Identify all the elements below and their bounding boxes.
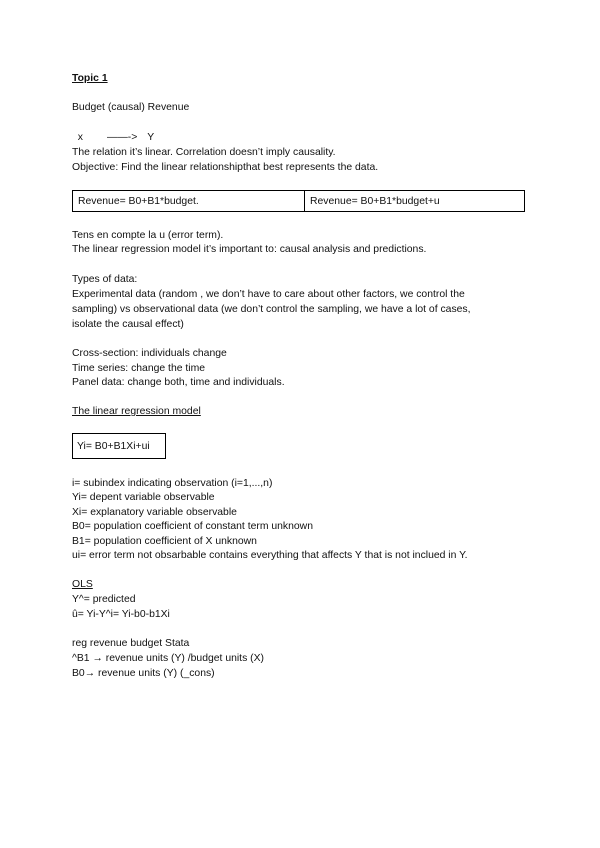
- relation-line: The relation it’s linear. Correlation doesn’t imply causality.: [72, 147, 336, 158]
- definition-b1: B1= population coefficient of X unknown: [72, 536, 257, 547]
- cross-section-line: Cross-section: individuals change: [72, 348, 227, 359]
- equation-cell-with-u: Revenue= B0+B1*budget+u: [310, 195, 440, 207]
- error-term-line: Tens en compte la u (error term).: [72, 230, 224, 241]
- definition-i: i= subindex indicating observation (i=1,...,n): [72, 478, 273, 489]
- definition-yi: Yi= depent variable observable: [72, 492, 215, 503]
- equation-cell-without-u: Revenue= B0+B1*budget.: [73, 191, 305, 211]
- equation-table: [72, 190, 525, 212]
- topic-heading: Topic 1: [72, 73, 108, 84]
- objective-line: Objective: Find the linear relationshipthat best represents the data.: [72, 162, 379, 173]
- definition-ui: ui= error term not obsarbable contains everything that affects Y that is not inclued in Y.: [72, 550, 468, 561]
- causal-arrow-row: [72, 118, 154, 144]
- time-series-line: Time series: change the time: [72, 363, 206, 374]
- budget-revenue-line: Budget (causal) Revenue: [72, 102, 190, 113]
- ols-residual: û= Yi-Y^i= Yi-b0-b1Xi: [72, 609, 170, 620]
- types-line-2: sampling) vs observational data (we don’t control the sampling, we have a lot of cases,: [72, 304, 471, 315]
- ols-heading: OLS: [72, 579, 93, 590]
- regression-formula-box: Yi= B0+B1Xi+ui: [72, 433, 166, 459]
- arrow: ——->: [106, 132, 138, 143]
- ols-predicted: Y^= predicted: [72, 594, 136, 605]
- x-label: x: [77, 132, 83, 143]
- y-label: Y: [147, 132, 155, 143]
- types-line-3: isolate the causal effect): [72, 319, 184, 330]
- importance-line: The linear regression model it’s important to: causal analysis and predictions.: [72, 244, 427, 255]
- types-line-1: Experimental data (random , we don’t have to care about other factors, we control the: [72, 289, 465, 300]
- definition-xi: Xi= explanatory variable observable: [72, 507, 237, 518]
- stata-command: reg revenue budget Stata: [72, 638, 190, 649]
- definition-b0: B0= population coefficient of constant term unknown: [72, 521, 313, 532]
- types-heading: Types of data:: [72, 274, 138, 285]
- stata-b1-units: ^B1 → revenue units (Y) /budget units (X): [72, 653, 264, 664]
- stata-b0-units: B0→ revenue units (Y) (_cons): [72, 668, 215, 679]
- linear-regression-heading: The linear regression model: [72, 406, 201, 417]
- panel-data-line: Panel data: change both, time and individuals.: [72, 377, 285, 388]
